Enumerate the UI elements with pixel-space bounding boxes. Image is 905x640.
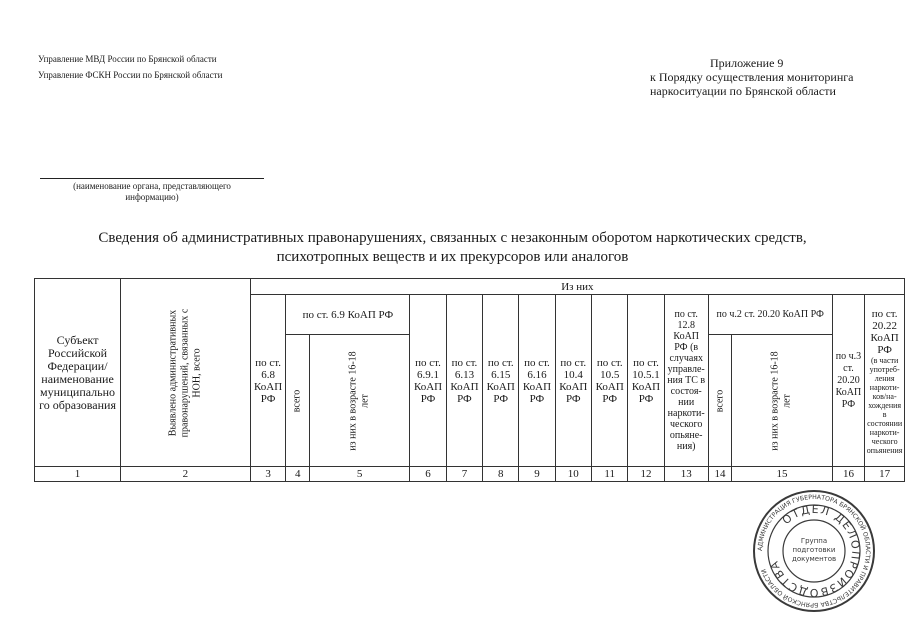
header-art-12-8: по ст. 12.8 КоАП РФ (в случаях управле-ния ТС в состоя-нии наркоти-ческого опьяне-ния) [664, 295, 708, 467]
column-number: 4 [286, 467, 310, 482]
header-of-them: Из них [250, 279, 904, 295]
header-art-20-20-total: всего [708, 335, 732, 467]
org-name-fskn: Управление ФСКН России по Брянской области [38, 70, 223, 80]
stamp-middle-text: ОТДЕЛ ДЕЛОПРОИЗВОДСТВА [767, 502, 863, 600]
header-art-6-9-total: всего [286, 335, 310, 467]
column-number: 10 [555, 467, 592, 482]
header-art-20-20-part-2: по ч.2 ст. 20.20 КоАП РФ [708, 295, 832, 335]
header-art-6-13: по ст. 6.13 КоАП РФ [446, 295, 482, 467]
appendix-line-3: наркоситуации по Брянской области [650, 84, 836, 98]
column-number: 11 [592, 467, 628, 482]
header-art-10-5-1: по ст. 10.5.1 КоАП РФ [628, 295, 664, 467]
column-number: 6 [410, 467, 446, 482]
organ-name-caption: (наименование органа, представляющего информацию) [73, 181, 231, 202]
column-number: 1 [35, 467, 121, 482]
header-art-20-22: по ст. 20.22 КоАП РФ (в части употреб-ления наркоти-ков/на-хождения в состоянии наркоти-ческого опьянения [865, 295, 905, 467]
header-art-6-15: по ст. 6.15 КоАП РФ [483, 295, 519, 467]
column-number: 12 [628, 467, 664, 482]
page-title-line-2: психотропных веществ и их прекурсоров или аналогов [276, 249, 629, 265]
header-subject: Субъект Российской Федерации/ наименование муниципально го образования [35, 279, 121, 467]
column-number: 9 [519, 467, 555, 482]
header-art-6-8: по ст. 6.8 КоАП РФ [250, 295, 286, 467]
column-number: 14 [708, 467, 732, 482]
header-total-detected: Выявлено административных правонарушений, связанных с НОН, всего [121, 279, 251, 467]
header-art-10-4: по ст. 10.4 КоАП РФ [555, 295, 592, 467]
column-number: 8 [483, 467, 519, 482]
column-number: 16 [832, 467, 865, 482]
column-number: 17 [865, 467, 905, 482]
page-title: Сведения об административных правонарушениях, связанных с незаконным оборотом наркотических средств, [98, 230, 807, 246]
org-name-mvd: Управление МВД России по Брянской области [38, 54, 217, 64]
column-number: 5 [309, 467, 409, 482]
office-stamp [752, 489, 876, 613]
header-art-20-20-age: из них в возрасте 16-18 лет [732, 335, 832, 467]
column-number: 15 [732, 467, 832, 482]
header-art-10-5: по ст. 10.5 КоАП РФ [592, 295, 628, 467]
column-number: 2 [121, 467, 251, 482]
stamp-outer-text: АДМИНИСТРАЦИЯ ГУБЕРНАТОРА БРЯНСКОЙ ОБЛАСТИ И ПРАВИТЕЛЬСТВА БРЯНСКОЙ ОБЛАСТИ [756, 493, 872, 609]
organ-name-line [40, 178, 264, 179]
column-number: 13 [664, 467, 708, 482]
column-number-row [35, 467, 905, 482]
appendix-number: Приложение 9 [710, 56, 784, 70]
appendix-line-2: к Порядку осуществления мониторинга [650, 70, 854, 84]
column-number: 7 [446, 467, 482, 482]
header-art-20-20-part-3: по ч.3 ст. 20.20 КоАП РФ [832, 295, 865, 467]
header-art-6-9-1: по ст. 6.9.1 КоАП РФ [410, 295, 446, 467]
header-art-6-9: по ст. 6.9 КоАП РФ [286, 295, 410, 335]
header-art-6-16: по ст. 6.16 КоАП РФ [519, 295, 555, 467]
header-art-6-9-age: из них в возрасте 16-18 лет [309, 335, 409, 467]
column-number: 3 [250, 467, 286, 482]
stamp-center-text: Группа подготовки документов [792, 537, 837, 563]
offenses-table [34, 278, 905, 482]
